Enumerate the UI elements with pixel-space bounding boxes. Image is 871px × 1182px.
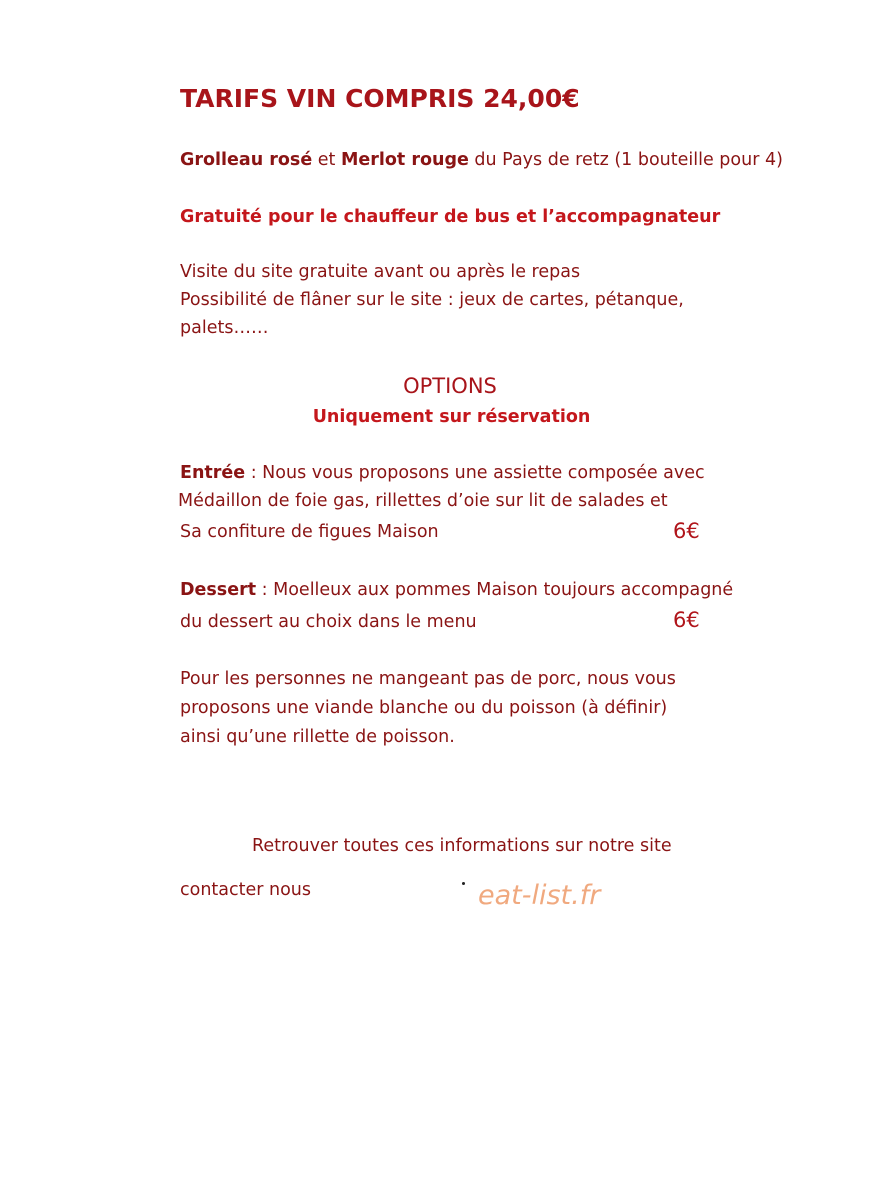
dessert-description: : Moelleux aux pommes Maison toujours accompagné [256, 580, 734, 600]
no-pork-line-3: ainsi qu’une rillette de poisson. [180, 727, 455, 747]
page-title: TARIFS VIN COMPRIS 24,00€ [180, 84, 580, 113]
entree-price: 6€ [673, 519, 700, 543]
visit-line-1: Visite du site gratuite avant ou après le repas [180, 262, 581, 282]
wine-info-line [180, 150, 783, 170]
entree-line-3: Sa confiture de figues Maison [180, 522, 439, 542]
entree-label: Entrée [180, 463, 246, 483]
dessert-line-1 [180, 580, 733, 600]
watermark-logo: eat-list.fr [478, 880, 601, 911]
wine-red: Merlot rouge [340, 150, 469, 170]
dot-mark [462, 882, 465, 885]
visit-line-3: palets…… [180, 318, 269, 338]
entree-line-2: Médaillon de foie gas, rillettes d’oie sur lit de salades et [178, 491, 668, 511]
wine-and: et [312, 150, 341, 170]
no-pork-line-1: Pour les personnes ne mangeant pas de porc, nous vous [180, 669, 676, 689]
dessert-line-2: du dessert au choix dans le menu [180, 612, 477, 632]
visit-line-2: Possibilité de flâner sur le site : jeux de cartes, pétanque, [180, 290, 684, 310]
wine-rose: Grolleau rosé [180, 150, 313, 170]
no-pork-line-2: proposons une viande blanche ou du poisson (à définir) [180, 698, 668, 718]
dessert-label: Dessert [180, 580, 257, 600]
contact-label: contacter nous [180, 880, 312, 900]
options-heading: OPTIONS [403, 374, 497, 398]
free-driver-note: Gratuité pour le chauffeur de bus et l’accompagnateur [180, 207, 721, 227]
entree-line-1 [180, 463, 705, 483]
entree-description: : Nous vous proposons une assiette composée avec [245, 463, 705, 483]
dessert-price: 6€ [673, 608, 700, 632]
options-subtitle: Uniquement sur réservation [312, 407, 591, 427]
wine-origin: du Pays de retz (1 bouteille pour 4) [468, 150, 783, 170]
website-info: Retrouver toutes ces informations sur notre site [252, 836, 672, 856]
